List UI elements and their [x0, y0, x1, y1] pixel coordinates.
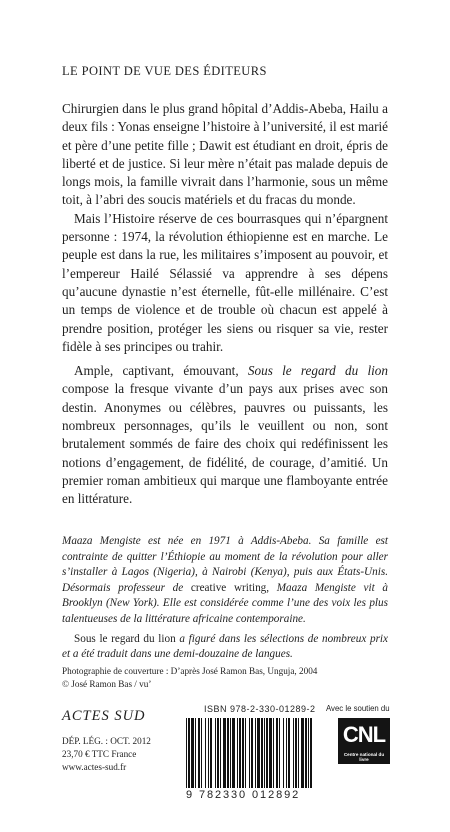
blurb-paragraph-2: Mais l’Histoire réserve de ces bourrasques qui n’épargnent personne : 1974, la révolution éthiopienne est en marche. Le peuple est dans la rue, les militaires s’imposent au pouvoir, et l’empereur Hailé Sélassié va apprendre à ses dépens qu’aucune dynastie n’est éternelle, fût-elle millénaire. C’est un temps de violence et de trouble où chacun est appelé à prendre position, protéger les siens ou risquer sa vie, rester fidèle à ses principes ou trahir. — [62, 210, 388, 354]
cnl-subtitle: Centre national du livre — [343, 752, 385, 762]
author-paragraph-2 — [62, 632, 388, 663]
cnl-letters: CNL — [342, 722, 386, 747]
section-heading: LE POINT DE VUE DES ÉDITEURS — [62, 64, 267, 78]
blurb-paragraph-3 — [62, 362, 388, 508]
author-p1-roman: creative writing — [190, 581, 267, 594]
book-title-inline: Sous le regard du lion — [247, 363, 388, 379]
author-bio — [62, 534, 388, 663]
website-link[interactable]: www.actes-sud.fr — [62, 762, 127, 772]
barcode-icon — [186, 718, 312, 788]
barcode-digits: 9 782330 012892 — [186, 789, 301, 801]
legal-deposit: DÉP. LÉG. : OCT. 2012 — [62, 736, 151, 746]
author-paragraph-1 — [62, 534, 388, 628]
blurb-p3-start: Ample, captivant, émouvant, — [74, 363, 248, 379]
cnl-caption: Avec le soutien du — [326, 704, 390, 713]
photo-credits — [62, 665, 388, 691]
author-p2-title: Sous le regard du lion — [74, 632, 176, 645]
blurb-p3-end: compose la fresque vivante d’un pays aux prises avec son destin. Anonymes ou célèbres, pauvres ou puissants, les nombreux personnages, qu’ils le veuillent ou non, sont brutalement sommés de faire des choix qui redéfinissent les notions d’engagement, de fidélité, de courage, d’amitié. Un premier roman ambitieux qui marque une flamboyante entrée en littérature. — [62, 381, 388, 507]
publisher-blurb — [62, 100, 388, 509]
publisher-name: ACTES SUD — [62, 708, 146, 724]
price: 23,70 € TTC France — [62, 749, 137, 759]
cnl-logo-icon — [338, 718, 390, 764]
blurb-paragraph-1: Chirurgien dans le plus grand hôpital d’Addis-Abeba, Hailu a deux fils : Yonas enseigne l’histoire à l’université, il est marié et père d’une petite fille ; Dawit est étudiant en droit, épris de liberté et de justice. Si leur mère n’était pas malade depuis de longs mois, la famille vivrait dans l’harmonie, sous un même toit, à l’abri des soucis matériels et du fracas du monde. — [62, 101, 388, 208]
legal-info — [62, 735, 151, 774]
credit-line-1: Photographie de couverture : D’après José Ramon Bas, Unguja, 2004 — [62, 666, 318, 676]
credit-line-2: © José Ramon Bas / vu’ — [62, 679, 152, 689]
author-p2-rest: a figuré dans les sélections de nombreux prix et a été traduit dans une demi-douzaine de langues. — [62, 632, 388, 661]
isbn-label: ISBN 978-2-330-01289-2 — [204, 704, 316, 714]
author-p1-b: , Maaza Mengiste vit à Brooklyn (New York). Elle est considérée comme l’une des voix les plus talentueuses de la littérature africaine contemporaine. — [62, 581, 388, 625]
author-p1-a: Maaza Mengiste est née en 1971 à Addis-Abeba. Sa famille est contrainte de quitter l’Éthiopie au moment de la révolution pour aller s’installer à Lagos (Nigeria), à Nairobi (Kenya), puis aux États-Unis. Désormais professeur de — [62, 535, 388, 594]
